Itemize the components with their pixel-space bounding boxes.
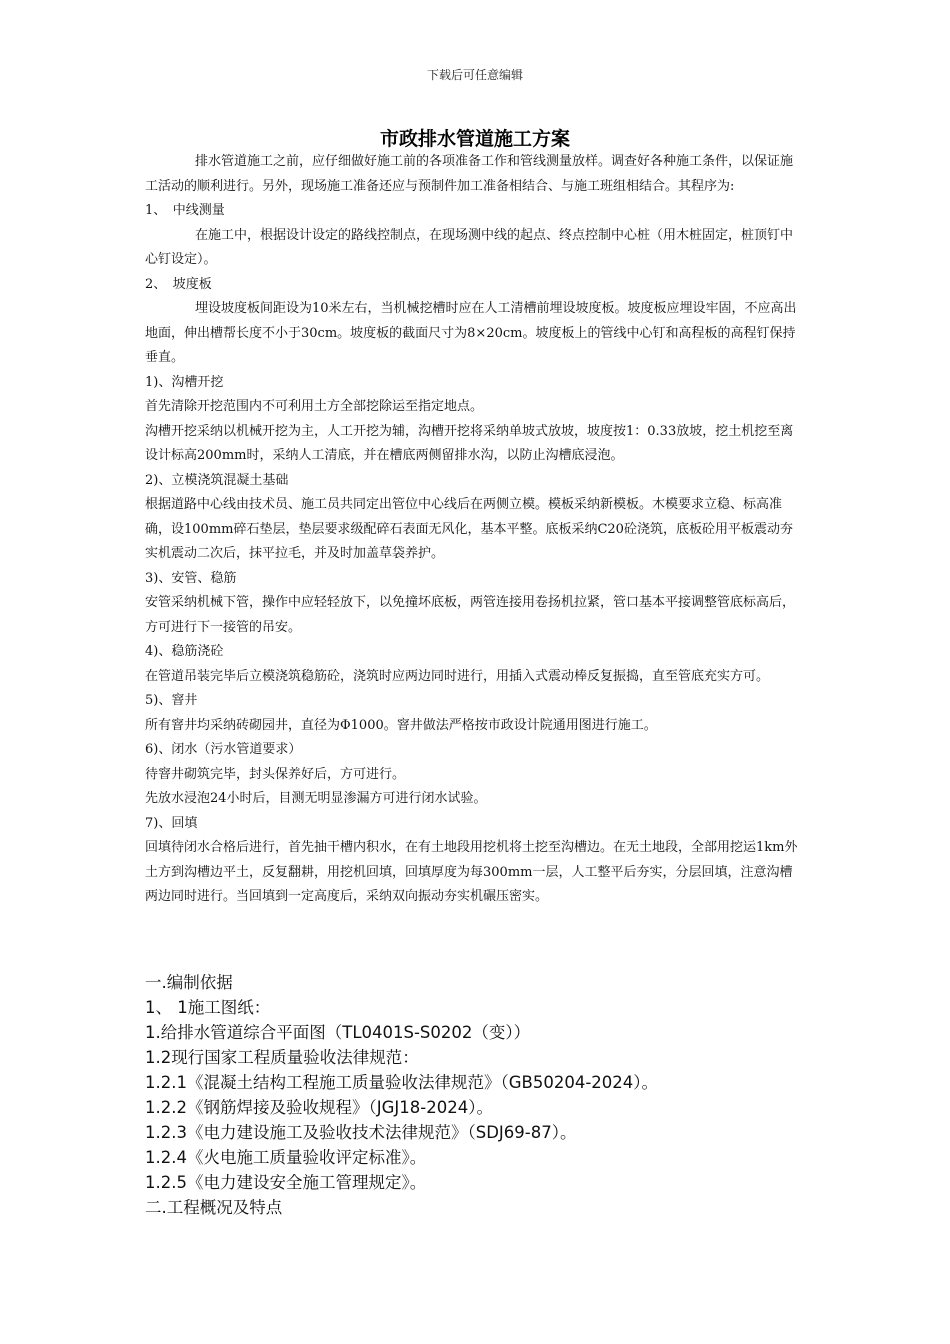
paragraph: 所有窨井均采纳砖砌园井，直径为Φ1000。窨井做法严格按市政设计院通用图进行施工。 — [145, 717, 657, 733]
outline-item: 1.2.5《电力建设安全施工管理规定》。 — [145, 1173, 427, 1192]
outline-section — [145, 970, 825, 1220]
page-header: 下载后可任意编辑 — [426, 68, 523, 82]
subsection-heading: 2)、立模浇筑混凝土基础 — [145, 472, 289, 488]
paragraph: 在施工中，根据设计设定的路线控制点，在现场测中线的起点、终点控制中心桩（用木桩固定，桩顶钉中心钉设定）。 — [145, 227, 794, 267]
paragraph: 首先清除开挖范围内不可利用土方全部挖除运至指定地点。 — [145, 399, 484, 414]
outline-heading: 二.工程概况及特点 — [145, 1198, 283, 1217]
outline-item: 1、 1施工图纸： — [145, 998, 271, 1017]
paragraph: 排水管道施工之前，应仔细做好施工前的各项准备工作和管线测量放样。调查好各种施工条件，以保证施工活动的顺利进行。另外，现场施工准备还应与预制件加工准备相结合、与施工班组相结合。其程序为: — [145, 154, 794, 194]
section-heading: 1、 中线测量 — [145, 203, 225, 218]
paragraph: 埋设坡度板间距设为10米左右，当机械挖槽时应在人工清槽前埋设坡度板。坡度板应埋设牢固，不应高出地面，伸出槽帮长度不小于30cm。坡度板的截面尺寸为8×20cm。坡度板上的管线中心钉和高程板的高程钉保持垂直。 — [145, 301, 797, 365]
paragraph: 在管道吊装完毕后立模浇筑稳筋砼，浇筑时应两边同时进行，用插入式震动棒反复振捣，直至管底充实方可。 — [145, 668, 770, 684]
section-heading: 2、 坡度板 — [145, 276, 212, 292]
document-body — [145, 150, 805, 910]
outline-item: 1.2.1《混凝土结构工程施工质量验收法律规范》（GB50204-2024）。 — [145, 1073, 659, 1092]
paragraph: 根据道路中心线由技术员、施工员共同定出管位中心线后在两侧立模。模板采纳新模板。木模要求立稳、标高准确，设100mm碎石垫层，垫层要求级配碎石表面无风化，基本平整。底板采纳C20砼浇筑，底板砼用平板震动夯实机震动二次后，抹平拉毛，并及时加盖草袋养护。 — [145, 497, 793, 561]
subsection-heading: 3)、安管、稳筋 — [145, 570, 237, 586]
document-title: 市政排水管道施工方案 — [379, 128, 570, 150]
outline-item: 1.2.4《火电施工质量验收评定标准》。 — [145, 1148, 427, 1167]
paragraph: 回填待闭水合格后进行，首先抽干槽内积水，在有土地段用挖机将土挖至沟槽边。在无土地段，全部用挖运1km外土方到沟槽边平土，反复翻耕，用挖机回填，回填厚度为每300mm一层，人工整平后夯实，分层回填，注意沟槽两边同时进行。当回填到一定高度后，采纳双向振动夯实机碾压密实。 — [145, 840, 798, 904]
subsection-heading: 4)、稳筋浇砼 — [145, 644, 224, 659]
subsection-heading: 7)、回填 — [145, 815, 198, 831]
outline-item: 1.2.3《电力建设施工及验收技术法律规范》（SDJ69-87）。 — [145, 1123, 577, 1142]
paragraph: 安管采纳机械下管，操作中应轻轻放下，以免撞坏底板，两管连接用卷扬机拉紧，管口基本平接调整管底标高后，方可进行下一接管的吊安。 — [145, 595, 796, 635]
subsection-heading: 6)、闭水（污水管道要求） — [145, 742, 302, 757]
subsection-heading: 1)、沟槽开挖 — [145, 374, 224, 390]
outline-item: 1.2.2《钢筋焊接及验收规程》（JGJ18-2024）。 — [145, 1098, 493, 1117]
paragraph: 沟槽开挖采纳以机械开挖为主，人工开挖为辅，沟槽开挖将采纳单坡式放坡，坡度按1：0.33放坡，挖土机挖至离设计标高200mm时，采纳人工清底，并在槽底两侧留排水沟，以防止沟槽底浸泡。 — [145, 423, 794, 463]
outline-heading: 一.编制依据 — [145, 973, 233, 992]
outline-item: 1.给排水管道综合平面图（TL0401S-S0202（变）） — [145, 1023, 531, 1042]
paragraph: 先放水浸泡24小时后，目测无明显渗漏方可进行闭水试验。 — [145, 791, 487, 806]
outline-item: 1.2现行国家工程质量验收法律规范： — [145, 1048, 419, 1067]
subsection-heading: 5)、窨井 — [145, 693, 198, 708]
paragraph: 待窨井砌筑完毕，封头保养好后，方可进行。 — [145, 766, 406, 782]
